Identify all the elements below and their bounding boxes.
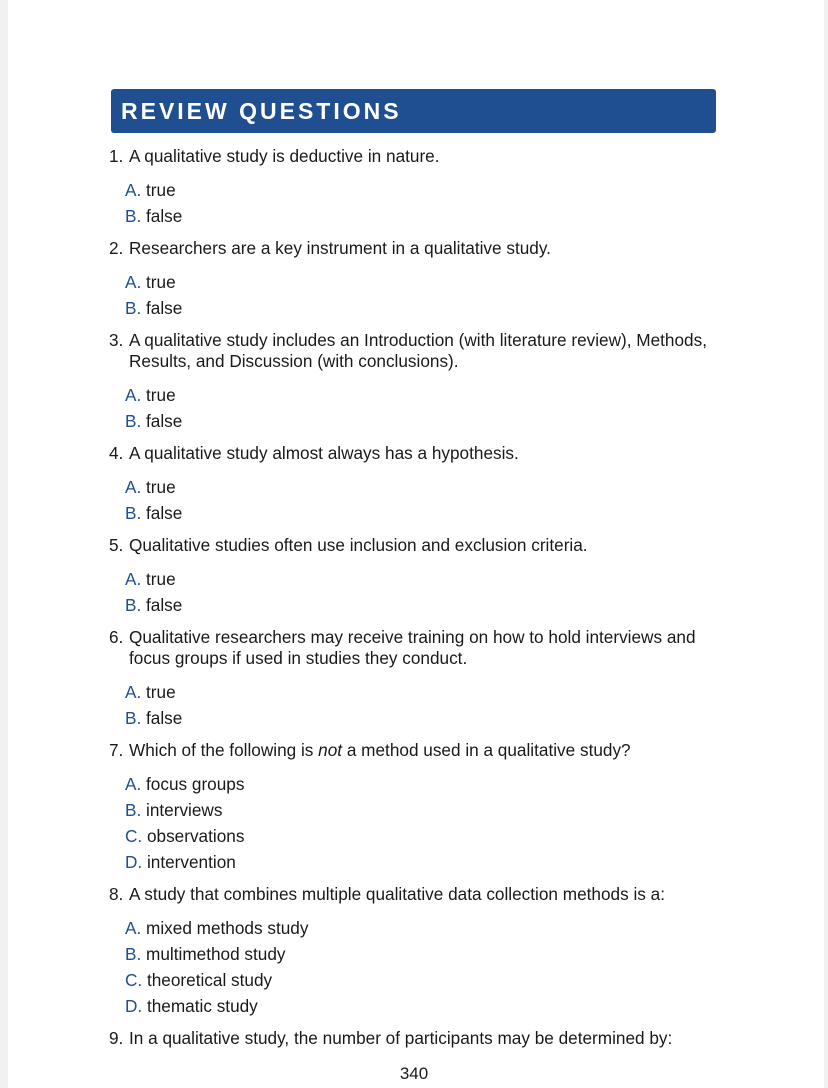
- option-a[interactable]: [125, 269, 729, 295]
- question-8: [109, 884, 729, 1019]
- question-number: 6.: [109, 627, 124, 647]
- option-letter: A.: [125, 477, 142, 497]
- question-1: [109, 146, 729, 229]
- option-text: thematic study: [146, 996, 258, 1016]
- option-c[interactable]: [125, 967, 729, 993]
- section-title: REVIEW QUESTIONS: [121, 98, 402, 124]
- option-text: interviews: [146, 800, 223, 820]
- option-letter: C.: [125, 970, 143, 990]
- option-text: true: [146, 569, 176, 589]
- question-text: A qualitative study almost always has a hypothesis.: [129, 443, 519, 463]
- question-7: [109, 740, 729, 875]
- option-letter: B.: [125, 708, 142, 728]
- option-c[interactable]: [125, 823, 729, 849]
- option-b[interactable]: [125, 500, 729, 526]
- question-list: [109, 146, 729, 1049]
- question-6: [109, 627, 729, 731]
- question-text: Researchers are a key instrument in a qualitative study.: [129, 238, 551, 258]
- option-b[interactable]: [125, 203, 729, 229]
- answer-options: [109, 566, 729, 618]
- option-letter: A.: [125, 272, 142, 292]
- question-number: 3.: [109, 330, 124, 350]
- option-text: true: [146, 477, 176, 497]
- question-number: 8.: [109, 884, 124, 904]
- option-text: false: [146, 595, 183, 615]
- option-letter: B.: [125, 944, 142, 964]
- option-text: false: [146, 206, 183, 226]
- option-letter: D.: [125, 852, 143, 872]
- emphasis: not: [318, 740, 343, 760]
- option-letter: B.: [125, 503, 142, 523]
- option-text: false: [146, 411, 183, 431]
- option-letter: A.: [125, 385, 142, 405]
- section-header: [111, 89, 716, 133]
- option-letter: B.: [125, 206, 142, 226]
- question-number: 9.: [109, 1028, 124, 1048]
- page-number: 340: [399, 1064, 429, 1083]
- option-text: mixed methods study: [146, 918, 309, 938]
- question-text: A qualitative study includes an Introduction (with literature review), Methods, Results, and Discussion (with conclusions).: [129, 330, 707, 371]
- option-b[interactable]: [125, 592, 729, 618]
- option-text: false: [146, 708, 183, 728]
- question-text: In a qualitative study, the number of participants may be determined by:: [129, 1028, 673, 1048]
- option-letter: A.: [125, 682, 142, 702]
- answer-options: [109, 269, 729, 321]
- option-letter: A.: [125, 569, 142, 589]
- option-text: true: [146, 272, 176, 292]
- option-letter: B.: [125, 298, 142, 318]
- question-4: [109, 443, 729, 526]
- option-text: theoretical study: [146, 970, 273, 990]
- question-text: Which of the following is not a method used in a qualitative study?: [129, 740, 631, 760]
- option-d[interactable]: [125, 849, 729, 875]
- question-5: [109, 535, 729, 618]
- option-text: false: [146, 298, 183, 318]
- option-letter: B.: [125, 411, 142, 431]
- question-text: Qualitative studies often use inclusion and exclusion criteria.: [129, 535, 588, 555]
- option-a[interactable]: [125, 679, 729, 705]
- option-text: intervention: [146, 852, 236, 872]
- option-a[interactable]: [125, 382, 729, 408]
- question-2: [109, 238, 729, 321]
- answer-options: [109, 679, 729, 731]
- question-number: 5.: [109, 535, 124, 555]
- option-b[interactable]: [125, 797, 729, 823]
- option-text: true: [146, 180, 176, 200]
- answer-options: [109, 915, 729, 1019]
- option-b[interactable]: [125, 705, 729, 731]
- question-number: 1.: [109, 146, 124, 166]
- question-number: 7.: [109, 740, 124, 760]
- option-letter: C.: [125, 826, 143, 846]
- page: [8, 0, 824, 1088]
- option-d[interactable]: [125, 993, 729, 1019]
- option-letter: A.: [125, 918, 142, 938]
- question-number: 4.: [109, 443, 124, 463]
- option-a[interactable]: [125, 177, 729, 203]
- option-letter: A.: [125, 774, 142, 794]
- question-text: A study that combines multiple qualitative data collection methods is a:: [129, 884, 665, 904]
- option-b[interactable]: [125, 408, 729, 434]
- question-9: [109, 1028, 729, 1049]
- option-a[interactable]: [125, 566, 729, 592]
- question-3: [109, 330, 729, 434]
- option-letter: B.: [125, 800, 142, 820]
- answer-options: [109, 177, 729, 229]
- option-text: observations: [146, 826, 245, 846]
- option-b[interactable]: [125, 295, 729, 321]
- option-text: focus groups: [146, 774, 245, 794]
- option-a[interactable]: [125, 771, 729, 797]
- option-text: false: [146, 503, 183, 523]
- option-a[interactable]: [125, 915, 729, 941]
- answer-options: [109, 382, 729, 434]
- option-a[interactable]: [125, 474, 729, 500]
- option-letter: D.: [125, 996, 143, 1016]
- question-text: A qualitative study is deductive in nature.: [129, 146, 440, 166]
- option-text: multimethod study: [146, 944, 286, 964]
- question-text: Qualitative researchers may receive training on how to hold interviews and focus groups if used in studies they conduct.: [129, 627, 696, 668]
- answer-options: [109, 771, 729, 875]
- question-number: 2.: [109, 238, 124, 258]
- option-letter: A.: [125, 180, 142, 200]
- option-text: true: [146, 385, 176, 405]
- option-b[interactable]: [125, 941, 729, 967]
- answer-options: [109, 474, 729, 526]
- option-letter: B.: [125, 595, 142, 615]
- option-text: true: [146, 682, 176, 702]
